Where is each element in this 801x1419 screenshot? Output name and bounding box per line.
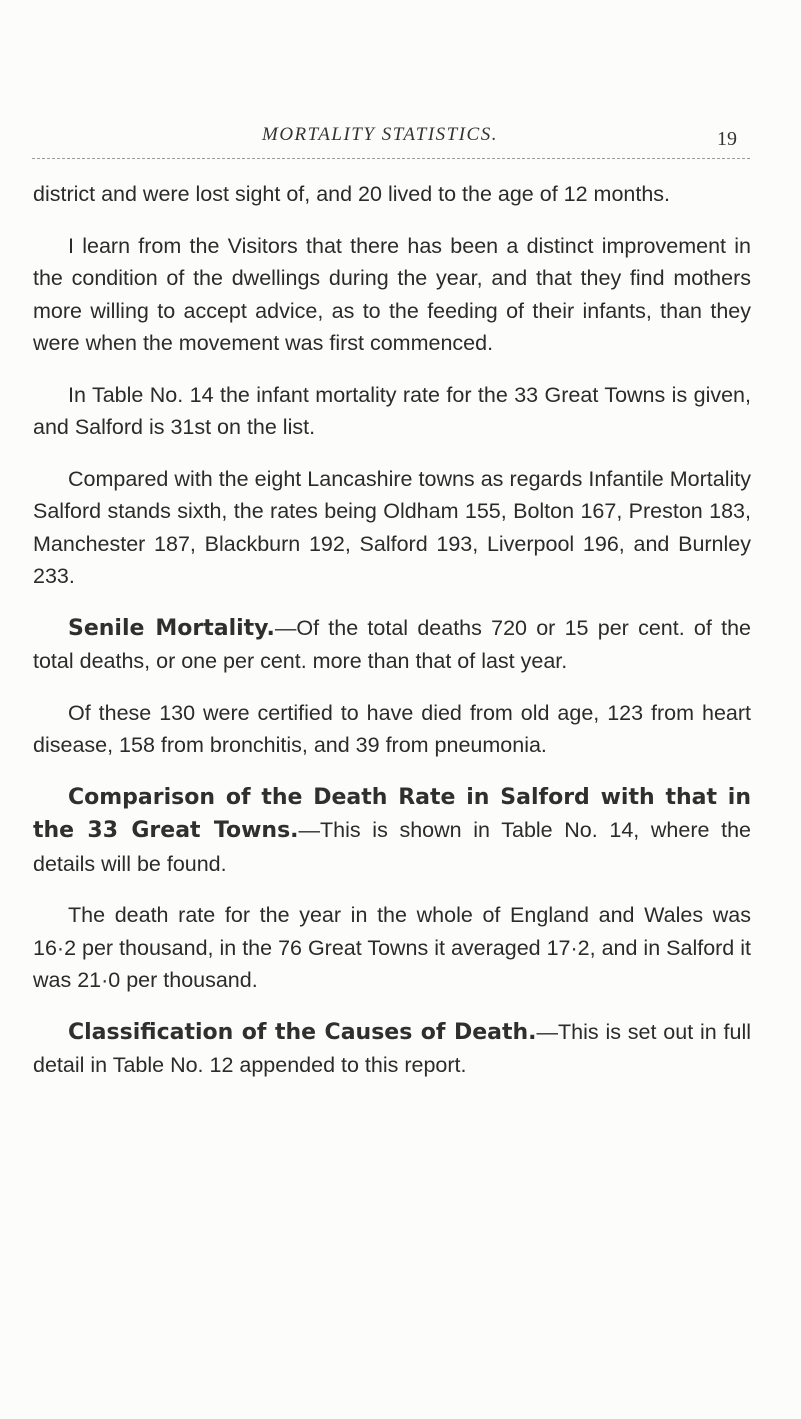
body-text xyxy=(33,178,751,1082)
header-rule xyxy=(32,158,750,159)
section-heading-classification: Classification of the Causes of Death. xyxy=(68,1019,537,1045)
paragraph-table-14: In Table No. 14 the infant mortality rate for the 33 Great Towns is given, and Salford is 31st on the list. xyxy=(33,382,751,439)
senile-mortality-text: —Of the total deaths 720 or 15 per cent. of the total deaths, or one per cent. more than that of last year. xyxy=(33,615,751,673)
paragraph-classification xyxy=(33,1016,751,1082)
comparison-text: —This is shown in Table No. 14, where the details will be found. xyxy=(33,818,751,876)
classification-text: —This is set out in full detail in Table No. 12 appended to this report. xyxy=(33,1019,752,1077)
page-number: 19 xyxy=(717,128,737,150)
page-header xyxy=(0,124,801,154)
paragraph-lancashire: Compared with the eight Lancashire towns as regards Infantile Mortality Salford stands sixth, the rates being Oldham 155, Bolton 167, Preston 183, Manchester 187, Blackburn 192, Salford 193, Liverpool 196, and Burnley 233. xyxy=(33,466,751,588)
paragraph-comparison xyxy=(33,781,751,881)
paragraph-causes: Of these 130 were certified to have died from old age, 123 from heart disease, 158 from bronchitis, and 39 from pneumonia. xyxy=(33,700,751,757)
paragraph-death-rate: The death rate for the year in the whole of England and Wales was 16·2 per thousand, in the 76 Great Towns it averaged 17·2, and in Salford it was 21·0 per thousand. xyxy=(33,903,751,992)
paragraph-visitors: I learn from the Visitors that there has been a distinct improvement in the condition of the dwellings during the year, and that they find mothers more willing to accept advice, as to the feeding of their infants, than they were when the movement was first commenced. xyxy=(33,233,751,355)
paragraph-continuation: district and were lost sight of, and 20 lived to the age of 12 months. xyxy=(33,182,671,206)
running-title: MORTALITY STATISTICS. xyxy=(262,124,498,145)
section-heading-senile-mortality: Senile Mortality. xyxy=(68,615,275,641)
section-heading-comparison: Comparison of the Death Rate in Salford with that in the 33 Great Towns. xyxy=(33,784,751,843)
paragraph-senile-mortality xyxy=(33,612,751,678)
